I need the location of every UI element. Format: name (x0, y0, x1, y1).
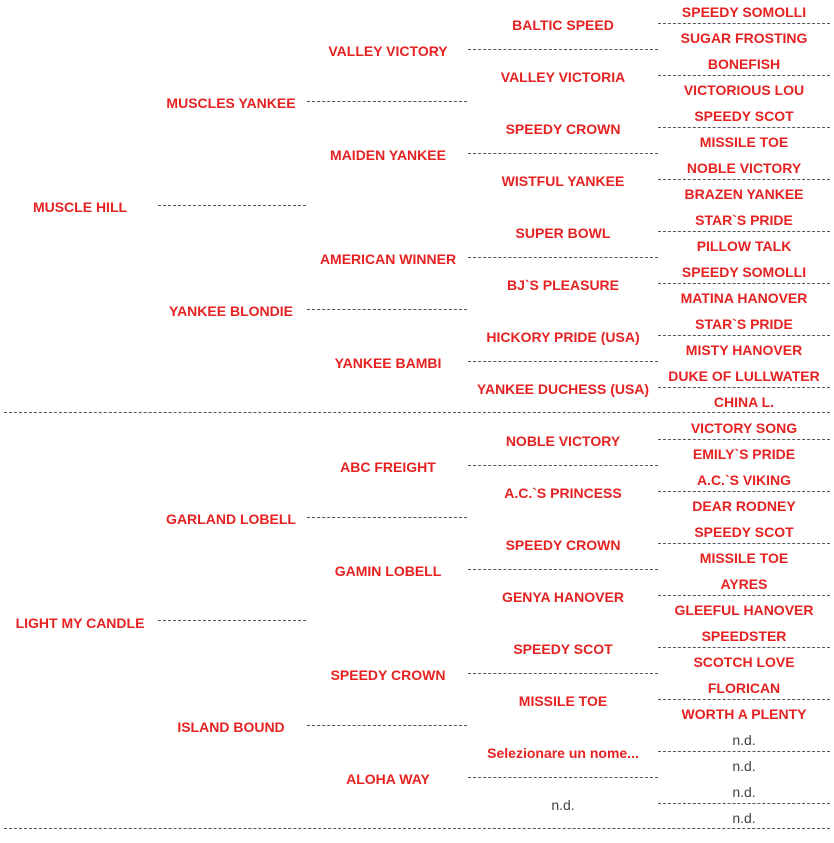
separator-line (307, 517, 467, 518)
ancestor-gen5-name[interactable]: MISSILE TOE (699, 550, 789, 566)
ancestor-gen4-name[interactable]: GENYA HANOVER (502, 589, 624, 605)
ancestor-gen5-name[interactable]: STAR`S PRIDE (695, 212, 793, 228)
ancestor-gen4-name[interactable]: YANKEE DUCHESS (USA) (476, 381, 650, 397)
separator-line (468, 569, 658, 570)
separator-line (658, 335, 830, 336)
dam-name[interactable]: LIGHT MY CANDLE (15, 615, 145, 631)
ancestor-gen5-name[interactable]: SPEEDY SOMOLLI (681, 264, 807, 280)
separator-line (658, 231, 830, 232)
ancestor-gen4-name[interactable]: SPEEDY CROWN (505, 537, 621, 553)
ancestor-gen5-name[interactable]: AYRES (720, 576, 768, 592)
ancestor-gen4-name[interactable]: BALTIC SPEED (512, 17, 614, 33)
separator-line (658, 439, 830, 440)
ancestor-gen5-name[interactable]: VICTORY SONG (690, 420, 798, 436)
separator-line (468, 49, 658, 50)
ancestor-gen5-name[interactable]: SPEEDY SOMOLLI (681, 4, 807, 20)
great-grandparent-name[interactable]: MAIDEN YANKEE (330, 147, 446, 163)
ancestor-gen4-name[interactable]: MISSILE TOE (518, 693, 608, 709)
separator-line (468, 465, 658, 466)
separator-line (658, 595, 830, 596)
grandparent-name[interactable]: MUSCLES YANKEE (166, 95, 296, 111)
ancestor-gen4-name[interactable]: A.C.`S PRINCESS (504, 485, 622, 501)
separator-line (468, 257, 658, 258)
ancestor-gen4-name[interactable]: NOBLE VICTORY (505, 433, 621, 449)
separator-line (468, 673, 658, 674)
great-grandparent-name[interactable]: ALOHA WAY (346, 771, 430, 787)
ancestor-gen4-name[interactable]: SUPER BOWL (515, 225, 611, 241)
separator-line (658, 699, 830, 700)
separator-line (658, 491, 830, 492)
grandparent-name[interactable]: GARLAND LOBELL (166, 511, 296, 527)
ancestor-gen5-name[interactable]: EMILY`S PRIDE (692, 446, 796, 462)
ancestor-gen4-name[interactable]: WISTFUL YANKEE (501, 173, 625, 189)
ancestor-gen5-name[interactable]: SCOTCH LOVE (693, 654, 795, 670)
ancestor-gen5-name[interactable]: STAR`S PRIDE (695, 316, 793, 332)
ancestor-gen5-name[interactable]: CHINA L. (713, 394, 775, 410)
separator-line (658, 387, 830, 388)
separator-line (658, 543, 830, 544)
ancestor-gen5-name[interactable]: MISTY HANOVER (685, 342, 803, 358)
separator-line (658, 179, 830, 180)
ancestor-gen5-name[interactable]: SUGAR FROSTING (680, 30, 808, 46)
separator-line (658, 127, 830, 128)
grandparent-name[interactable]: YANKEE BLONDIE (169, 303, 293, 319)
separator-line (4, 412, 830, 413)
separator-line (158, 620, 306, 621)
great-grandparent-name[interactable]: ABC FREIGHT (340, 459, 436, 475)
ancestor-gen5-name[interactable]: SPEEDY SCOT (694, 108, 794, 124)
ancestor-gen4-name[interactable]: VALLEY VICTORIA (500, 69, 626, 85)
ancestor-gen5-name[interactable]: BONEFISH (707, 56, 781, 72)
ancestor-gen5-name[interactable]: MISSILE TOE (699, 134, 789, 150)
great-grandparent-name[interactable]: GAMIN LOBELL (334, 563, 442, 579)
ancestor-gen4-name[interactable]: BJ`S PLEASURE (506, 277, 620, 293)
not-defined-placeholder: n.d. (732, 810, 756, 826)
ancestor-gen4-name[interactable]: HICKORY PRIDE (USA) (486, 329, 640, 345)
separator-line (658, 23, 830, 24)
ancestor-gen5-name[interactable]: A.C.`S VIKING (696, 472, 792, 488)
not-defined-placeholder: n.d. (732, 732, 756, 748)
sire-name[interactable]: MUSCLE HILL (32, 199, 128, 215)
ancestor-gen5-name[interactable]: NOBLE VICTORY (686, 160, 802, 176)
separator-line (158, 205, 306, 206)
ancestor-gen5-name[interactable]: VICTORIOUS LOU (683, 82, 805, 98)
ancestor-gen5-name[interactable]: BRAZEN YANKEE (684, 186, 804, 202)
great-grandparent-name[interactable]: YANKEE BAMBI (334, 355, 442, 371)
ancestor-gen5-name[interactable]: DEAR RODNEY (692, 498, 796, 514)
separator-line (307, 309, 467, 310)
not-defined-placeholder: n.d. (732, 784, 756, 800)
ancestor-gen5-name[interactable]: WORTH A PLENTY (681, 706, 807, 722)
ancestor-gen5-name[interactable]: FLORICAN (707, 680, 781, 696)
grandparent-name[interactable]: ISLAND BOUND (177, 719, 285, 735)
great-grandparent-name[interactable]: AMERICAN WINNER (319, 251, 457, 267)
separator-line (307, 101, 467, 102)
ancestor-gen5-name[interactable]: PILLOW TALK (696, 238, 792, 254)
separator-line (658, 647, 830, 648)
separator-line (468, 777, 658, 778)
separator-line (658, 803, 830, 804)
great-grandparent-name[interactable]: SPEEDY CROWN (330, 667, 446, 683)
separator-line (658, 75, 830, 76)
separator-line (307, 725, 467, 726)
not-defined-placeholder: n.d. (551, 797, 575, 813)
separator-line (468, 361, 658, 362)
ancestor-gen4-name[interactable]: SPEEDY CROWN (505, 121, 621, 137)
separator-line (658, 751, 830, 752)
ancestor-gen5-name[interactable]: GLEEFUL HANOVER (674, 602, 814, 618)
not-defined-placeholder: n.d. (732, 758, 756, 774)
separator-line (468, 153, 658, 154)
great-grandparent-name[interactable]: VALLEY VICTORY (328, 43, 448, 59)
ancestor-gen5-name[interactable]: SPEEDSTER (701, 628, 787, 644)
ancestor-gen5-name[interactable]: SPEEDY SCOT (694, 524, 794, 540)
select-name-placeholder[interactable]: Selezionare un nome... (487, 745, 639, 761)
ancestor-gen5-name[interactable]: DUKE OF LULLWATER (668, 368, 820, 384)
ancestor-gen5-name[interactable]: MATINA HANOVER (680, 290, 808, 306)
ancestor-gen4-name[interactable]: SPEEDY SCOT (513, 641, 613, 657)
separator-line (658, 283, 830, 284)
separator-line (4, 828, 830, 829)
